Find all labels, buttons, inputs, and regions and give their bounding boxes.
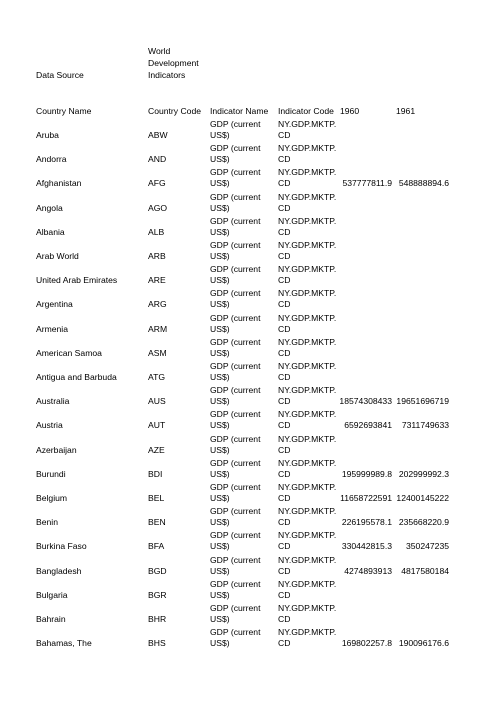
indicator-name-line2: US$)	[210, 275, 230, 286]
indicator-name-line2: US$)	[210, 154, 230, 165]
indicator-name-line1: GDP (current	[210, 554, 261, 565]
country-name-cell: Antigua and Barbuda	[36, 372, 117, 382]
indicator-name-line1: GDP (current	[210, 312, 261, 323]
data-source-value-line1: World	[148, 46, 171, 56]
indicator-code-line2: CD	[278, 202, 291, 213]
country-code-cell: AZE	[148, 444, 165, 455]
value-1961-cell: 548888894.6	[398, 178, 449, 189]
indicator-code-line1: NY.GDP.MKTP.	[278, 215, 337, 226]
value-1960-cell: 11658722591	[340, 493, 392, 503]
indicator-code-line2: CD	[278, 154, 291, 165]
value-1960-cell: 226195578.1	[341, 517, 392, 528]
country-code-cell: ATG	[148, 372, 166, 382]
country-name-cell: Angola	[36, 202, 63, 213]
country-name-cell: Armenia	[36, 323, 68, 334]
country-code-cell: ABW	[148, 130, 168, 140]
indicator-name-line1: GDP (current	[210, 506, 261, 517]
indicator-code-line1: NY.GDP.MKTP.	[278, 506, 337, 517]
country-name-cell: Australia	[36, 396, 70, 407]
column-header-1961: 1961	[396, 106, 416, 116]
country-code-cell: AFG	[148, 178, 166, 189]
column-header-indicator-name: Indicator Name	[210, 106, 269, 116]
country-code-cell: AND	[148, 154, 167, 165]
country-name-cell: Belgium	[36, 493, 68, 503]
indicator-code-line1: NY.GDP.MKTP.	[278, 385, 337, 396]
indicator-name-line2: US$)	[210, 323, 230, 334]
indicator-code-line2: CD	[278, 347, 291, 358]
indicator-name-line2: US$)	[210, 517, 230, 528]
country-code-cell: BGD	[148, 565, 167, 576]
indicator-name-line1: GDP (current	[210, 578, 261, 589]
indicator-name-line2: US$)	[210, 299, 230, 310]
indicator-name-line1: GDP (current	[210, 603, 261, 613]
indicator-code-line1: NY.GDP.MKTP.	[278, 603, 337, 613]
country-code-cell: BEL	[148, 493, 165, 503]
column-header-country-code: Country Code	[148, 106, 202, 116]
country-code-cell: BDI	[148, 468, 163, 479]
indicator-code-line1: NY.GDP.MKTP.	[278, 578, 337, 589]
indicator-name-line1: GDP (current	[210, 119, 261, 129]
country-code-cell: ALB	[148, 226, 165, 237]
country-name-cell: American Samoa	[36, 347, 102, 358]
indicator-code-line1: NY.GDP.MKTP.	[278, 457, 337, 468]
indicator-code-line2: CD	[278, 589, 291, 600]
value-1960-cell: 330442815.3	[341, 541, 392, 552]
country-name-cell: Aruba	[36, 130, 59, 140]
indicator-code-line1: NY.GDP.MKTP.	[278, 143, 337, 154]
indicator-name-line2: US$)	[210, 347, 230, 358]
country-name-cell: Burkina Faso	[36, 541, 87, 552]
value-1961-cell: 190096176.6	[398, 638, 449, 649]
indicator-name-line2: US$)	[210, 130, 230, 140]
country-name-cell: Burundi	[36, 468, 66, 479]
value-1961-cell: 12400145222	[396, 493, 449, 503]
indicator-code-line1: NY.GDP.MKTP.	[278, 482, 337, 492]
country-code-cell: ARB	[148, 251, 166, 261]
indicator-name-line2: US$)	[210, 420, 230, 431]
indicator-code-line2: CD	[278, 251, 291, 261]
indicator-code-line1: NY.GDP.MKTP.	[278, 191, 337, 202]
indicator-code-line1: NY.GDP.MKTP.	[278, 433, 337, 444]
country-code-cell: AUT	[148, 420, 166, 431]
indicator-name-line2: US$)	[210, 541, 230, 552]
value-1960-cell: 195999989.8	[341, 468, 392, 479]
indicator-code-line1: NY.GDP.MKTP.	[278, 264, 337, 275]
country-name-cell: Austria	[36, 420, 63, 431]
indicator-code-line2: CD	[278, 541, 291, 552]
value-1960-cell: 6592693841	[344, 420, 392, 431]
indicator-name-line2: US$)	[210, 444, 230, 455]
indicator-name-line1: GDP (current	[210, 167, 261, 178]
country-code-cell: ARM	[148, 323, 168, 334]
indicator-code-line1: NY.GDP.MKTP.	[278, 554, 337, 565]
indicator-code-line1: NY.GDP.MKTP.	[278, 167, 337, 178]
indicator-code-line2: CD	[278, 517, 291, 528]
indicator-name-line2: US$)	[210, 589, 230, 600]
indicator-name-line2: US$)	[210, 565, 230, 576]
value-1960-cell: 4274893913	[344, 565, 392, 576]
indicator-code-line2: CD	[278, 299, 291, 310]
indicator-code-line1: NY.GDP.MKTP.	[278, 288, 337, 299]
indicator-name-line1: GDP (current	[210, 191, 261, 202]
indicator-code-line1: NY.GDP.MKTP.	[278, 312, 337, 323]
indicator-code-line2: CD	[278, 493, 291, 503]
indicator-code-line2: CD	[278, 614, 291, 624]
indicator-code-line2: CD	[278, 275, 291, 286]
indicator-code-line2: CD	[278, 130, 291, 140]
indicator-name-line2: US$)	[210, 396, 230, 407]
indicator-code-line2: CD	[278, 638, 291, 649]
data-source-value-line3: Indicators	[148, 70, 186, 80]
indicator-name-line2: US$)	[210, 251, 230, 261]
indicator-name-line1: GDP (current	[210, 215, 261, 226]
indicator-name-line1: GDP (current	[210, 482, 261, 492]
country-name-cell: Afghanistan	[36, 178, 82, 189]
indicator-name-line1: GDP (current	[210, 361, 261, 371]
indicator-name-line2: US$)	[210, 178, 230, 189]
column-header-country-name: Country Name	[36, 106, 92, 116]
country-name-cell: Bahamas, The	[36, 638, 92, 649]
value-1961-cell: 202999992.3	[398, 468, 449, 479]
country-code-cell: BFA	[148, 541, 165, 552]
indicator-code-line1: NY.GDP.MKTP.	[278, 240, 337, 250]
value-1961-cell: 350247235	[405, 541, 449, 552]
indicator-code-line1: NY.GDP.MKTP.	[278, 361, 337, 371]
column-header-1960: 1960	[340, 106, 360, 116]
indicator-code-line1: NY.GDP.MKTP.	[278, 627, 337, 638]
country-name-cell: Bulgaria	[36, 589, 68, 600]
indicator-name-line1: GDP (current	[210, 409, 261, 420]
country-code-cell: AUS	[148, 396, 166, 407]
indicator-name-line1: GDP (current	[210, 288, 261, 299]
indicator-name-line2: US$)	[210, 468, 230, 479]
indicator-name-line1: GDP (current	[210, 627, 261, 638]
indicator-name-line1: GDP (current	[210, 385, 261, 396]
indicator-code-line2: CD	[278, 226, 291, 237]
indicator-code-line2: CD	[278, 565, 291, 576]
indicator-name-line1: GDP (current	[210, 457, 261, 468]
indicator-name-line1: GDP (current	[210, 240, 261, 250]
indicator-name-line1: GDP (current	[210, 143, 261, 154]
country-name-cell: Argentina	[36, 299, 73, 310]
country-name-cell: Andorra	[36, 154, 67, 165]
country-code-cell: ARG	[148, 299, 167, 310]
indicator-code-line1: NY.GDP.MKTP.	[278, 409, 337, 420]
indicator-name-line2: US$)	[210, 614, 230, 624]
country-code-cell: BHS	[148, 638, 166, 649]
country-code-cell: AGO	[148, 202, 168, 213]
data-source-label: Data Source	[36, 70, 84, 80]
indicator-name-line1: GDP (current	[210, 433, 261, 444]
country-name-cell: Arab World	[36, 251, 79, 261]
indicator-code-line1: NY.GDP.MKTP.	[278, 119, 337, 129]
value-1960-cell: 537777811.9	[342, 178, 392, 189]
value-1960-cell: 18574308433	[339, 396, 392, 407]
indicator-name-line1: GDP (current	[210, 530, 261, 541]
indicator-name-line2: US$)	[210, 638, 230, 649]
indicator-code-line2: CD	[278, 468, 291, 479]
country-code-cell: BHR	[148, 614, 167, 624]
indicator-code-line2: CD	[278, 323, 291, 334]
country-name-cell: Benin	[36, 517, 58, 528]
country-name-cell: United Arab Emirates	[36, 275, 118, 286]
column-header-indicator-code: Indicator Code	[278, 106, 334, 116]
indicator-code-line1: NY.GDP.MKTP.	[278, 336, 337, 347]
value-1961-cell: 4817580184	[401, 565, 449, 576]
country-code-cell: ASM	[148, 347, 167, 358]
country-code-cell: BEN	[148, 517, 166, 528]
indicator-name-line2: US$)	[210, 493, 230, 503]
indicator-name-line1: GDP (current	[210, 336, 261, 347]
value-1961-cell: 235668220.9	[398, 517, 449, 528]
indicator-code-line2: CD	[278, 178, 291, 189]
indicator-code-line2: CD	[278, 396, 291, 407]
indicator-code-line2: CD	[278, 372, 291, 382]
country-name-cell: Bahrain	[36, 614, 66, 624]
value-1961-cell: 19651696719	[396, 396, 449, 407]
country-name-cell: Albania	[36, 226, 65, 237]
data-source-value-line2: Development	[148, 58, 199, 68]
indicator-code-line2: CD	[278, 444, 291, 455]
indicator-code-line1: NY.GDP.MKTP.	[278, 530, 337, 541]
indicator-name-line2: US$)	[210, 202, 230, 213]
country-code-cell: ARE	[148, 275, 166, 286]
indicator-code-line2: CD	[278, 420, 291, 431]
indicator-name-line2: US$)	[210, 372, 230, 382]
country-name-cell: Bangladesh	[36, 565, 82, 576]
country-code-cell: BGR	[148, 589, 167, 600]
value-1961-cell: 7311749633	[401, 420, 449, 431]
indicator-name-line1: GDP (current	[210, 264, 261, 275]
country-name-cell: Azerbaijan	[36, 444, 77, 455]
value-1960-cell: 169802257.8	[341, 638, 392, 649]
indicator-name-line2: US$)	[210, 226, 230, 237]
